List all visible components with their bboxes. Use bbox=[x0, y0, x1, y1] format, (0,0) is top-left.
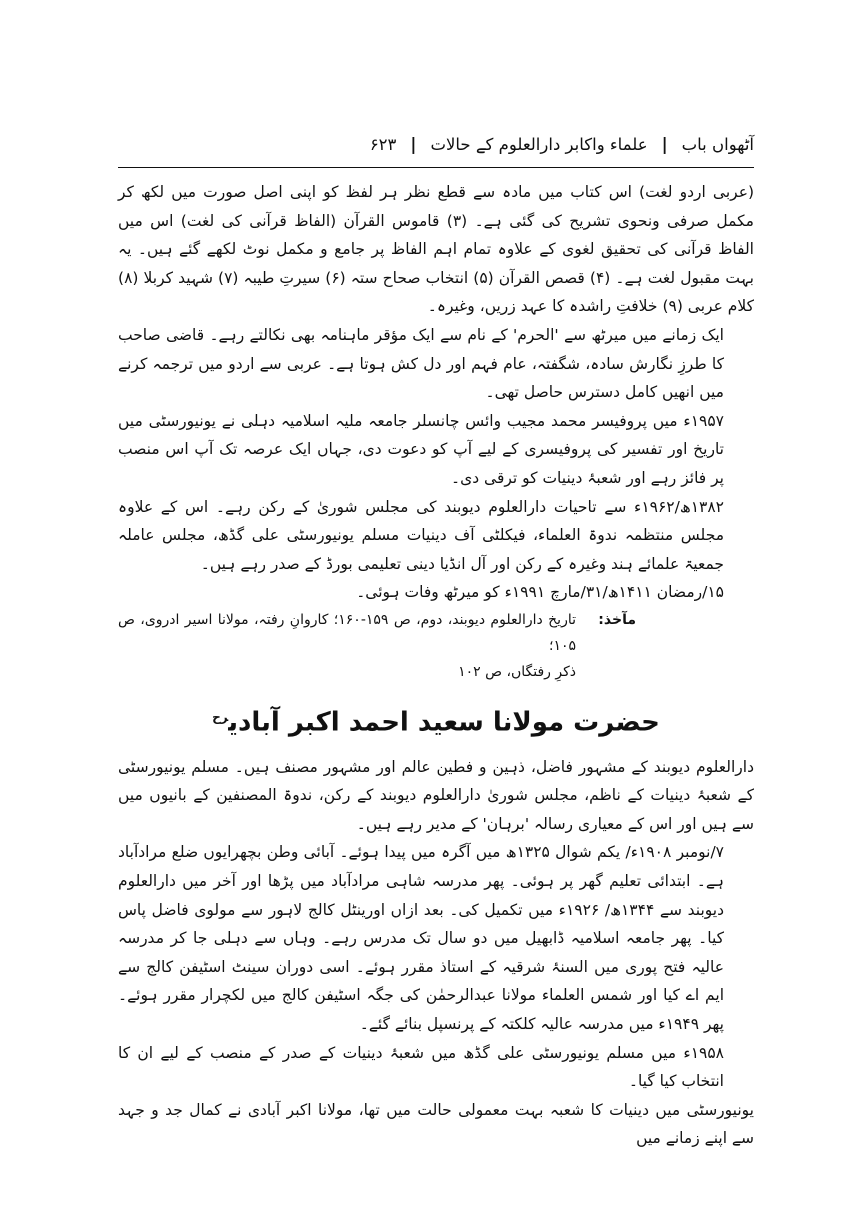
chapter-title: آٹھواں باب bbox=[681, 135, 754, 154]
section-heading bbox=[118, 695, 754, 745]
paragraph: ۱۹۵۷ء میں پروفیسر محمد مجیب وائس چانسلر جامعہ ملیہ اسلامیہ دہلی نے یونیورسٹی میں تاریخ اور تفسیر کی پروفیسری کے لیے آپ کو دعوت دی، جہاں ایک عرصہ تک آپ اس منصب پر فائز رہے اور شعبۂ دینیات کو ترقی دی۔ bbox=[118, 411, 724, 487]
section-title: علماء واکابر دارالعلوم کے حالات bbox=[430, 135, 648, 154]
paragraph: ۷/نومبر ۱۹۰۸ء/ یکم شوال ۱۳۲۵ھ میں آگرہ میں پیدا ہوئے۔ آبائی وطن بچھرایوں ضلع مرادآباد ہے۔ ابتدائی تعلیم گھر پر ہوئی۔ پھر مدرسہ شاہی مرادآباد میں پڑھا اور آخر میں دارالعلوم دیوبند سے ۱۳۴۴ھ/ ۱۹۲۶ء میں تکمیل کی۔ بعد ازاں اورینٹل کالج لاہور سے مولوی فاضل پاس کیا۔ پھر جامعہ اسلامیہ ڈابھیل میں دو سال تک مدرس رہے۔ وہاں سے دہلی جا کر مدرسہ عالیہ فتح پوری میں السنۂ شرقیہ کے استاذ مقرر ہوئے۔ اسی دوران سینٹ اسٹیفن کالج سے ایم اے کیا اور شمس العلماء مولانا عبدالرحمٰن کی جگہ اسٹیفن کالج میں لکچرار مقرر ہوئے۔ پھر ۱۹۴۹ء میں مدرسہ عالیہ کلکتہ کے پرنسپل بنائے گئے۔ bbox=[118, 843, 724, 1033]
header-separator: | bbox=[661, 135, 668, 154]
source-line: تاریخ دارالعلوم دیوبند، دوم، ص ۱۵۹-۱۶۰؛ کاروانِ رفتہ، مولانا اسیر ادروی، ص ۱۰۵؛ bbox=[118, 611, 577, 654]
paragraph: ایک زمانے میں میرٹھ سے 'الحرم' کے نام سے ایک مؤقر ماہنامہ بھی نکالتے رہے۔ قاضی صاحب کا طرزِ نگارش سادہ، شگفتہ، عام فہم اور دل کش ہوتا ہے۔ عربی سے اردو میں ترجمہ کرنے میں انھیں کامل دسترس حاصل تھی۔ bbox=[118, 325, 724, 402]
header-separator: | bbox=[410, 135, 417, 154]
running-header bbox=[118, 128, 754, 168]
paragraph: ۱۵/رمضان ۱۴۱۱ھ/۳۱/مارچ ۱۹۹۱ء کو میرٹھ وفات ہوئی۔ bbox=[356, 583, 724, 602]
source-line: ذکرِ رفتگاں، ص ۱۰۲ bbox=[458, 663, 576, 680]
heading-honorific: رح bbox=[212, 709, 229, 724]
paragraph: دارالعلوم دیوبند کے مشہور فاضل، ذہین و فطین عالم اور مشہور مصنف ہیں۔ مسلم یونیورسٹی کے شعبۂ دینیات کے ناظم، مجلس شوریٰ دارالعلوم دیوبند کے رکن، ندوۃ المصنفین کے بانیوں میں سے ہیں اور اس کے معیاری رسالہ 'برہان' کے مدیر رہے ہیں۔ bbox=[118, 757, 754, 833]
paragraph: ۱۹۵۸ء میں مسلم یونیورسٹی علی گڈھ میں شعبۂ دینیات کے صدر کے منصب کے لیے ان کا انتخاب کیا گیا۔ bbox=[118, 1043, 724, 1091]
paragraph: ۱۳۸۲ھ/۱۹۶۲ء سے تاحیات دارالعلوم دیوبند کی مجلس شوریٰ کے رکن رہے۔ اس کے علاوہ مجلس منتظمہ ندوۃ العلماء، فیکلٹی آف دینیات مسلم یونیورسٹی علی گڈھ، مجلس عاملہ جمعیۃ علمائے ہند وغیرہ کے رکن اور آل انڈیا دینی تعلیمی بورڈ کے صدر رہے ہیں۔ bbox=[118, 497, 724, 573]
page-number: ۶۲۳ bbox=[369, 135, 397, 154]
sources-label: مآخذ: bbox=[598, 611, 636, 628]
heading-title: حضرت مولانا سعید احمد اکبر آبادی bbox=[228, 707, 660, 738]
sources-block bbox=[118, 607, 754, 685]
sources-list bbox=[118, 607, 576, 685]
paragraph: یونیورسٹی میں دینیات کا شعبہ بہت معمولی حالت میں تھا، مولانا اکبر آبادی نے کمال جد و جہد سے اپنے زمانے میں bbox=[118, 1100, 754, 1148]
page-body bbox=[118, 178, 754, 1153]
paragraph: (عربی اردو لغت) اس کتاب میں مادہ سے قطع نظر ہر لفظ کو اپنی اصل صورت میں لکھ کر مکمل صرفی ونحوی تشریح کی گئی ہے۔ (۳) قاموس القرآن (الفاظ قرآنی کی لغت) اس میں الفاظ قرآنی کی تحقیق لغوی کے علاوہ تمام اہم الفاظ پر جامع و مکمل نوٹ لکھے گئے ہیں۔ یہ بہت مقبول لغت ہے۔ (۴) قصص القرآن (۵) انتخاب صحاح ستہ (۶) سیرتِ طیبہ (۷) شہید کربلا (۸) کلام عربی (۹) خلافتِ راشدہ کا عہد زریں، وغیرہ۔ bbox=[118, 183, 754, 316]
